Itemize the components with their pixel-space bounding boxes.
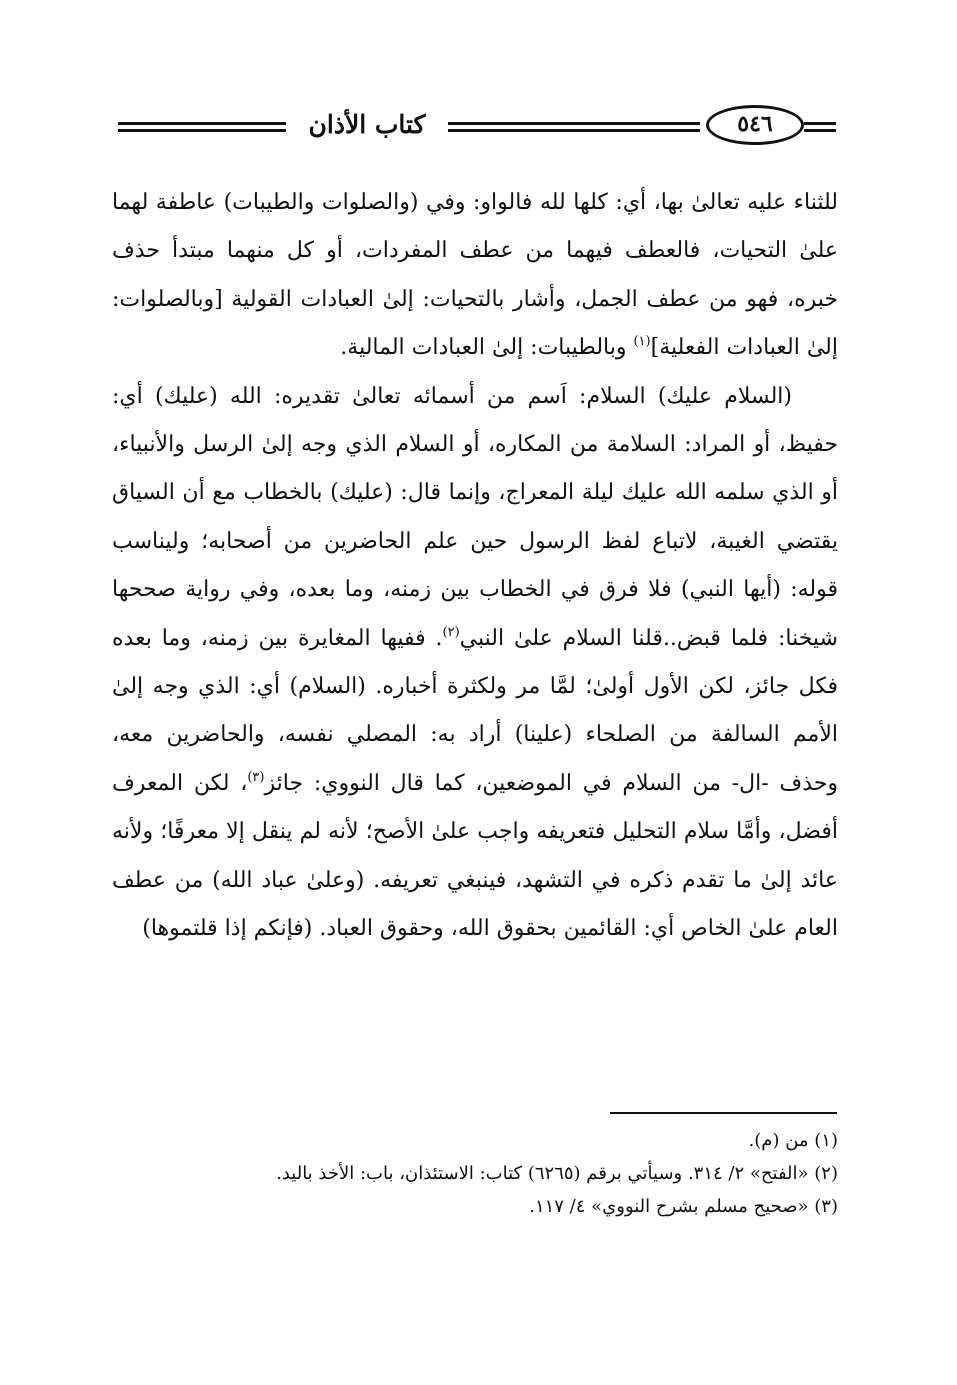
header-double-rule-right [804,122,836,132]
paragraph-1-text-a: للثناء عليه تعالىٰ بها، أي: كلها لله فالواو: وفي (والصلوات والطيبات) عاطفة لهما علىٰ التحيات، فالعطف فيهما من عطف المفردات، أو كل منهما مبتدأ حذف خبره، فهو من عطف الجمل، وأشار بالتحيات: إلىٰ العبادات القولية [وبالصلوات: إلىٰ العبادات الفعلية] [112,190,838,361]
page-number-badge: ٥٤٦ [706,105,804,145]
paragraph-2-text-c: ، لكن المعرف أفضل، وأمَّا سلام التحليل فتعريفه واجب علىٰ الأصح؛ لأنه لم ينقل إلا معرفًا؛ ولأنه عائد إلىٰ ما تقدم ذكره في التشهد، فينبغي تعريفه. (وعلىٰ عباد الله) من عطف العام علىٰ الخاص أي: القائمين بحقوق الله، وحقوق العباد. (فإنكم إذا قلتموها) [112,770,838,942]
paragraph-2-text-b: . ففيها المغايرة بين زمنه، وما بعده فكل جائز، لكن الأول أولىٰ؛ لمَّا مر ولكثرة أخباره. (السلام) أي: الذي وجه إلىٰ الأمم السالفة من الصلحاء (علينا) أراد به: المصلي نفسه، والحاضرين معه، وحذف -ال- من السلام في الموضعين، كما قال النووي: جائز [112,625,839,796]
paragraph-1-text-b: وبالطيبات: إلىٰ العبادات المالية. [340,335,634,361]
running-header [112,103,837,153]
running-title: كتاب الأذان [308,110,426,139]
main-text [112,179,838,954]
footnote-3: (٣) «صحيح مسلم بشرح النووي» ٤/ ١١٧. [529,1196,838,1217]
footnote-2: (٢) «الفتح» ٢/ ٣١٤. وسيأتي برقم (٦٢٦٥) كتاب: الاستئذان، باب: الأخذ باليد. [276,1163,838,1184]
header-double-rule-left [118,122,286,132]
footnote-separator [610,1112,837,1114]
paragraph-2-text-a: (السلام عليك) السلام: اَسم من أسمائه تعالىٰ تقديره: الله (عليك) أي: حفيظ، أو المراد: السلامة من المكاره، أو السلام الذي وجه إلىٰ الرسل والأنبياء، أو الذي سلمه الله عليك ليلة المعراج، وإنما قال: (عليك) بالخطاب مع أن السياق يقتضي الغيبة، لاتباع لفظ الرسول حين علم الحاضرين من أصحابه؛ وليناسب قوله: (أيها النبي) فلا فرق في الخطاب بين زمنه، وما بعده، وفي رواية صححها شيخنا: فلما قبض..قلنا السلام علىٰ النبي [112,383,839,651]
footnote-1: (١) من (م). [748,1130,838,1151]
footnotes-list [112,1124,838,1223]
footnote-marker-1: (١) [633,334,651,350]
header-double-rule-middle [448,122,700,132]
paragraph-1 [112,179,838,373]
paragraph-2 [112,373,838,954]
footnote-marker-2: (٢) [442,624,460,640]
footnote-marker-3: (٣) [247,769,265,785]
